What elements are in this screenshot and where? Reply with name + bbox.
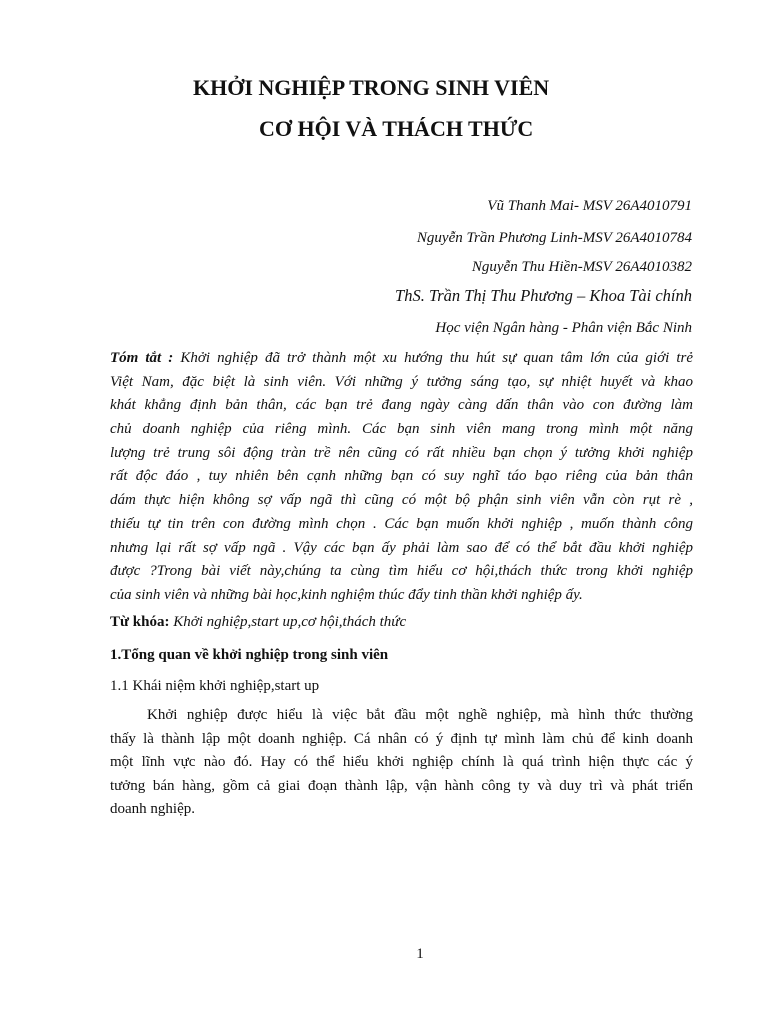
body-line: một lĩnh vực nào đó. Hay có thể hiểu khởi nghiệp chính là quá trình hiện thực các ý <box>110 754 693 770</box>
abstract-line: lượng trẻ trung sôi động tràn trề nên cũng có rất nhiều bạn chọn ý tưởng khởi nghiệp <box>110 444 693 461</box>
body-paragraph <box>110 704 693 822</box>
abstract-line: rất độc đáo , tuy nhiên bên cạnh những bạn có suy nghĩ táo bạo riêng của bản thân <box>110 468 693 485</box>
supervisor: ThS. Trần Thị Thu Phương – Khoa Tài chính <box>395 286 692 305</box>
author-1: Vũ Thanh Mai- MSV 26A4010791 <box>487 198 692 214</box>
abstract-line: được ?Trong bài viết này,chúng ta cùng tìm hiểu cơ hội,thách thức trong khởi nghiệp <box>110 563 693 580</box>
section-heading: 1.Tổng quan về khởi nghiệp trong sinh viên <box>110 647 389 663</box>
body-line: doanh nghiệp. <box>110 801 195 817</box>
abstract-line: thiếu tự tin trên con đường mình chọn . Các bạn muốn khởi nghiệp , muốn thành công <box>110 515 693 532</box>
keywords-value: Khởi nghiệp,start up,cơ hội,thách thức <box>169 614 407 630</box>
affiliation: Học viện Ngân hàng - Phân viện Bắc Ninh <box>435 320 692 336</box>
abstract-label: Tóm tắt : <box>110 350 174 366</box>
abstract <box>110 347 693 608</box>
body-line: Khởi nghiệp được hiểu là việc bắt đầu một nghề nghiệp, mà hình thức thường <box>147 707 693 723</box>
body-line: tưởng bán hàng, gồm cả giai đoạn thành lập, vận hành công ty và duy trì và phát triển <box>110 777 693 794</box>
abstract-line: chủ doanh nghiệp của riêng mình. Các bạn sinh viên mang trong mình một năng <box>110 421 693 438</box>
title-line-2: CƠ HỘI VÀ THÁCH THỨC <box>259 116 534 141</box>
title-line-1: KHỞI NGHIỆP TRONG SINH VIÊN <box>193 75 550 100</box>
abstract-line: nhưng lại rất sợ vấp ngã . Vậy các bạn ấy phải làm sao để có thể bắt đầu khởi nghiệp <box>110 539 693 556</box>
page-number: 1 <box>416 946 424 962</box>
abstract-line <box>110 347 693 371</box>
abstract-text: Khởi nghiệp đã trở thành một xu hướng thu hút sự quan tâm lớn của giới trẻ <box>173 350 693 366</box>
abstract-line: khát khẳng định bản thân, các bạn trẻ đang ngày càng dấn thân vào con đường làm <box>110 397 693 414</box>
author-2: Nguyễn Trần Phương Linh-MSV 26A4010784 <box>416 230 692 246</box>
keywords-label: Từ khóa: <box>110 614 170 630</box>
author-3: Nguyễn Thu Hiền-MSV 26A4010382 <box>471 259 692 275</box>
abstract-line: dám thực hiện không sợ vấp ngã thì cũng có một bộ phận sinh viên vẫn còn rụt rè , <box>110 492 693 509</box>
abstract-line: của sinh viên và những bài học,kinh nghiệm thúc đẩy tinh thần khởi nghiệp ấy. <box>110 586 583 603</box>
subsection-heading: 1.1 Khái niệm khởi nghiệp,start up <box>110 678 320 694</box>
keywords <box>110 612 406 632</box>
abstract-line: Việt Nam, đặc biệt là sinh viên. Với những ý tưởng sáng tạo, sự nhiệt huyết và khao <box>110 373 693 390</box>
body-line: thấy là thành lập một doanh nghiệp. Cá nhân có ý định tự mình làm chủ để kinh doanh <box>110 730 693 747</box>
